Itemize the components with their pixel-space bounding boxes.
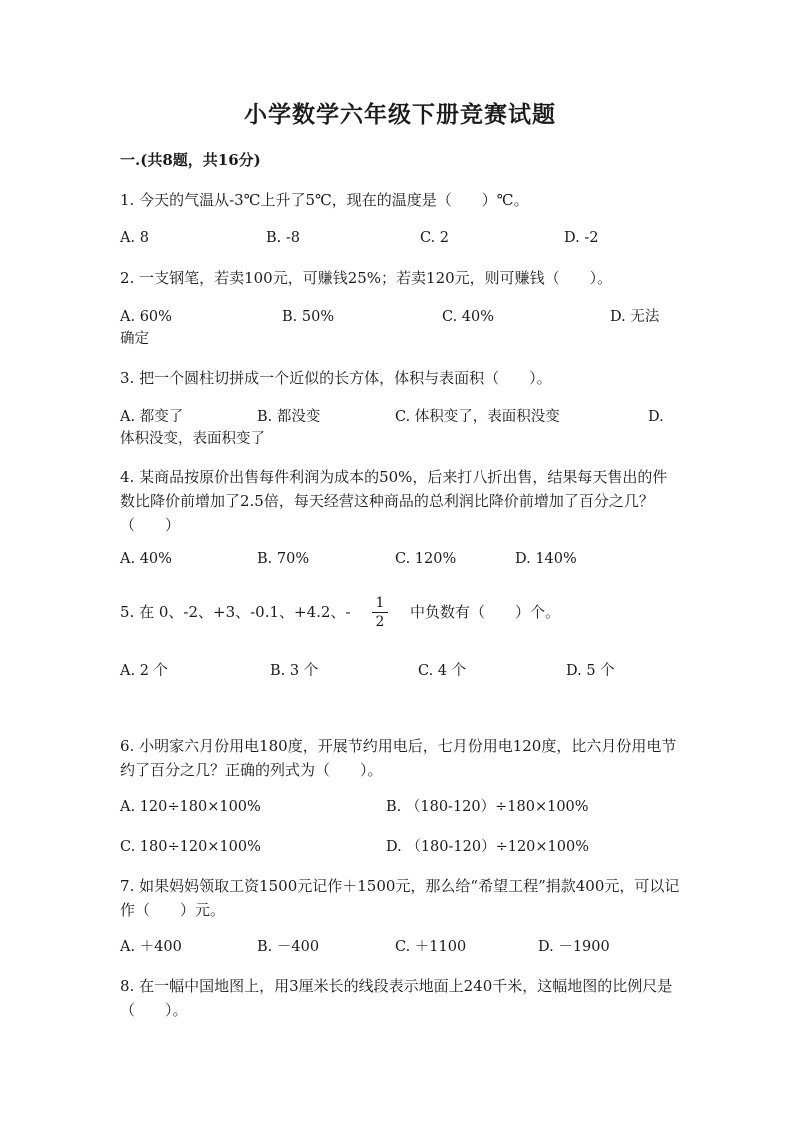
section-header: 一.(共8题，共16分) (120, 151, 261, 169)
q1-option-d[interactable]: D. -2 (564, 230, 599, 246)
fraction-numerator: 1 (375, 595, 385, 611)
q6-option-b[interactable]: B. （180-120）÷180×100% (386, 799, 589, 815)
question-2: 2. 一支钢笔，若卖100元，可赚钱25%；若卖120元，则可赚钱（ ）。 (120, 269, 613, 287)
q1-option-a[interactable]: A. 8 (120, 230, 149, 246)
fraction-one-half (372, 595, 388, 630)
q6-option-a[interactable]: A. 120÷180×100% (120, 799, 261, 815)
q4-option-b[interactable]: B. 70% (257, 551, 310, 567)
question-4: 4. 某商品按原价出售每件利润为成本的50%，后来打八折出售，结果每天售出的件数比降价前增加了2.5倍，每天经营这种商品的总利润比降价前增加了百分之几？（ ） (120, 468, 668, 534)
q5-option-b[interactable]: B. 3 个 (270, 663, 319, 679)
q3-option-d[interactable]: D. 体积没变，表面积变了 (120, 409, 664, 447)
q2-option-b[interactable]: B. 50% (282, 309, 335, 325)
question-3: 3. 把一个圆柱切拼成一个近似的长方体，体积与表面积（ ）。 (120, 369, 552, 387)
q5-option-a[interactable]: A. 2 个 (120, 663, 169, 679)
q5-option-d[interactable]: D. 5 个 (566, 663, 615, 679)
q2-option-d[interactable]: D. 无法确定 (120, 309, 660, 347)
q4-option-d[interactable]: D. 140% (515, 551, 577, 567)
q7-option-b[interactable]: B. －400 (257, 939, 320, 955)
q1-option-b[interactable]: B. -8 (266, 230, 300, 246)
q6-option-c[interactable]: C. 180÷120×100% (120, 839, 261, 855)
q4-option-c[interactable]: C. 120% (395, 551, 457, 567)
q7-option-c[interactable]: C. ＋1100 (395, 939, 467, 955)
q5-option-c[interactable]: C. 4 个 (418, 663, 467, 679)
question-8: 8. 在一幅中国地图上，用3厘米长的线段表示地面上240千米，这幅地图的比例尺是（ ）。 (120, 977, 673, 1019)
q6-option-d[interactable]: D. （180-120）÷120×100% (386, 839, 590, 855)
q7-option-d[interactable]: D. －1900 (538, 939, 610, 955)
question-7: 7. 如果妈妈领取工资1500元记作＋1500元，那么给“希望工程”捐款400元，可以记作（ ）元。 (120, 877, 680, 919)
fraction-denominator: 2 (375, 614, 385, 630)
question-5-tail: 中负数有（ ）个。 (410, 603, 561, 621)
q3-option-b[interactable]: B. 都没变 (257, 409, 321, 425)
q4-option-a[interactable]: A. 40% (120, 551, 172, 567)
q2-option-c[interactable]: C. 40% (442, 309, 495, 325)
q3-option-c[interactable]: C. 体积变了，表面积没变 (395, 409, 560, 425)
q3-option-a[interactable]: A. 都变了 (120, 409, 184, 425)
page-title: 小学数学六年级下册竞赛试题 (244, 101, 556, 128)
question-6: 6. 小明家六月份用电180度，开展节约用电后，七月份用电120度，比六月份用电节约了百分之几？正确的列式为（ ）。 (120, 737, 677, 779)
q2-option-a[interactable]: A. 60% (120, 309, 172, 325)
question-1: 1. 今天的气温从-3℃上升了5℃，现在的温度是（ ）℃。 (120, 191, 529, 209)
question-5: 5. 在 0、-2、+3、-0.1、+4.2、- (120, 603, 351, 621)
fraction-bar (372, 612, 388, 613)
q7-option-a[interactable]: A. ＋400 (120, 939, 182, 955)
q1-option-c[interactable]: C. 2 (420, 230, 450, 246)
